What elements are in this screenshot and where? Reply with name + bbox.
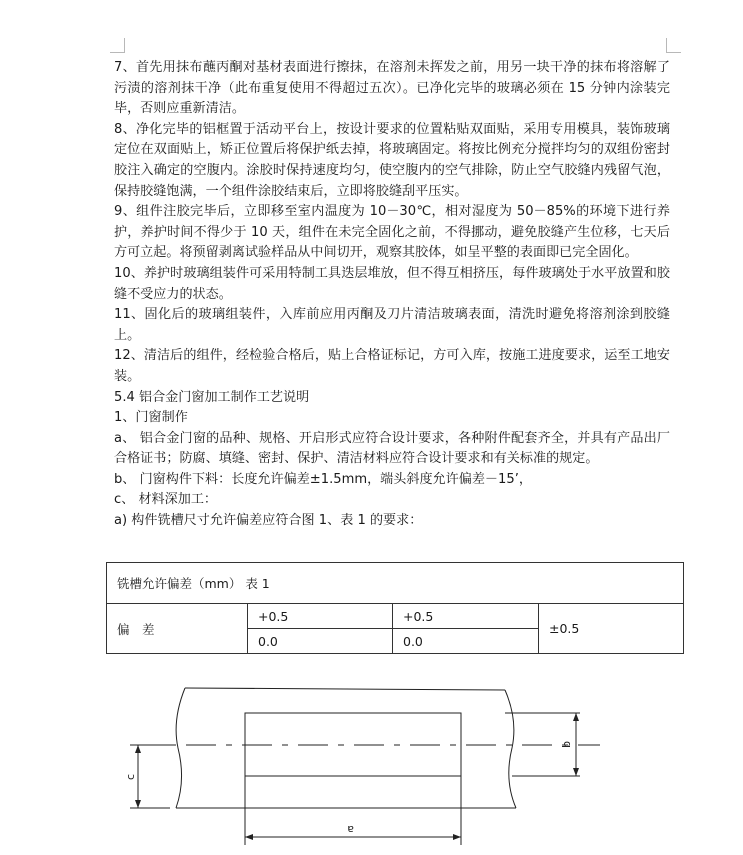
paragraph-7: 7、首先用抹布蘸丙酮对基材表面进行擦抹，在溶剂未挥发之前，用另一块干净的抹布将溶解了污渍的溶剂抹干净（此布重复使用不得超过五次）。已净化完毕的玻璃必须在 15 分钟内涂装完毕，否则应重新清洁。 [114, 60, 670, 117]
page-corner-mark-left [110, 38, 125, 53]
table-cell-c: ±0.5 [539, 604, 684, 654]
item-a-sub: a) 构件铣槽尺寸允许偏差应符合图 1、表 1 的要求： [114, 513, 423, 529]
section-heading: 5.4 铝合金门窗加工制作工艺说明 [114, 389, 310, 405]
break-line-left [176, 688, 185, 808]
paragraph-11: 11、固化后的玻璃组装件，入库前应用丙酮及刀片清洁玻璃表面，清洗时避免将溶剂涂到胶缝上。 [114, 307, 670, 343]
page-corner-mark-right [666, 38, 681, 53]
dim-a-label: a [347, 823, 354, 836]
tolerance-table [106, 562, 684, 654]
milling-slot-diagram [100, 680, 620, 850]
dim-b-label: b [560, 741, 573, 748]
item-b: b、 门窗构件下料：长度允许偏差±1.5mm，端头斜度允许偏差－15’， [114, 471, 532, 487]
dim-c-label: c [124, 773, 137, 780]
subsection-heading: 1、门窗制作 [114, 410, 188, 426]
paragraph-10: 10、养护时玻璃组装件可采用特制工具迭层堆放，但不得互相挤压，每件玻璃处于水平放置和胶缝不受应力的状态。 [114, 265, 670, 302]
table-cell-b-upper: +0.5 [393, 604, 539, 629]
table-cell-a-upper: +0.5 [248, 604, 393, 629]
paragraph-8: 8、净化完毕的铝框置于活动平台上，按设计要求的位置粘贴双面贴，采用专用模具，装饰玻璃定位在双面贴上，矫正位置后将保护纸去掉，将玻璃固定。将按比例充分搅拌均匀的双组份密封胶注入确定的空腹内。涂胶时保持速度均匀，使空腹内的空气排除，防止空气胶缝内残留气泡，保持胶缝饱满，一个组件涂胶结束后，立即将胶缝刮平压实。 [114, 121, 670, 199]
paragraph-9: 9、组件注胶完毕后，立即移至室内温度为 10－30℃，相对湿度为 50－85%的环境下进行养护，养护时间不得少于 10 天，组件在未完全固化之前，不得挪动，避免胶缝产生位移，七天后方可立起。将预留剥离试验样品从中间切开，观察其胶体，如呈平整的表面即已完全固化。 [114, 204, 670, 261]
break-line-right [505, 690, 516, 808]
table-cell-b-lower: 0.0 [393, 629, 539, 654]
document-body [114, 58, 670, 532]
item-c: c、 材料深加工： [114, 492, 218, 508]
item-a: a、 铝合金门窗的品种、规格、开启形式应符合设计要求，各种附件配套齐全，并具有产品出厂合格证书；防腐、填缝、密封、保护、清洁材料应符合设计要求和有关标准的规定。 [114, 430, 670, 467]
table-title: 铣槽允许偏差（mm） 表 1 [107, 563, 684, 604]
table-row-label: 偏 差 [107, 604, 248, 654]
paragraph-12: 12、清洁后的组件，经检验合格后，贴上合格证标记，方可入库，按施工进度要求，运至工地安装。 [114, 348, 670, 384]
profile-top-edge [185, 688, 505, 690]
table-cell-a-lower: 0.0 [248, 629, 393, 654]
